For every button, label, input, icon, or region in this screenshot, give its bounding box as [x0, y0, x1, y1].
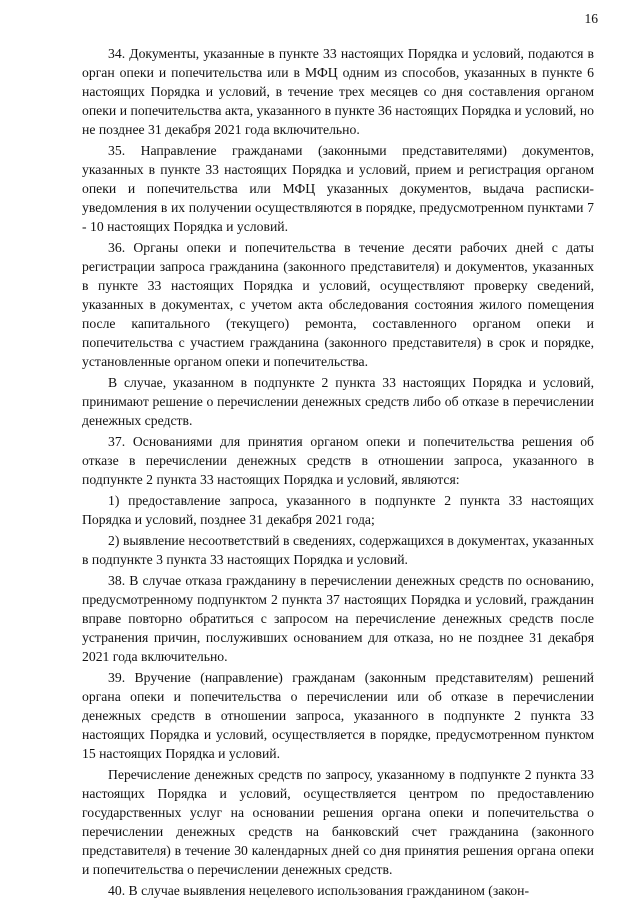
- paragraph-38: 38. В случае отказа гражданину в перечислении денежных средств по основанию, предусмотренному подпунктом 2 пункта 37 настоящих Порядка и условий, гражданин вправе повторно обратиться с запросом на перечисление денежных средств после устранения причин, послуживших основанием для отказа, но не позднее 31 декабря 2021 года включительно.: [82, 573, 594, 664]
- paragraph-39: 39. Вручение (направление) гражданам (законным представителям) решений органа опеки и попечительства о перечислении или об отказе в перечислении денежных средств в отношении запроса, указанного в подпункте 2 пункта 33 настоящих Порядка и условий, осуществляется в порядке, предусмотренном пунктом 15 настоящих Порядка и условий.: [82, 670, 594, 761]
- paragraph-37: 37. Основаниями для принятия органом опеки и попечительства решения об отказе в перечислении денежных средств в отношении запроса, указанного в подпункте 2 пункта 33 настоящих Порядка и условий, являются:: [82, 434, 594, 487]
- document-body: [82, 44, 594, 902]
- page-number: 16: [584, 11, 598, 26]
- paragraph-39-continuation: Перечисление денежных средств по запросу, указанному в подпункте 2 пункта 33 настоящих Порядка и условий, осуществляется центром по предоставлению государственных услуг на основании решения органа опеки и попечительства о перечислении денежных средств на банковский счет гражданина (законного представителя) в течение 30 календарных дней со дня принятия решения органа опеки и попечительства о перечислении денежных средств.: [82, 767, 594, 877]
- paragraph-37-item-2: 2) выявление несоответствий в сведениях, содержащихся в документах, указанных в подпункте 3 пункта 33 настоящих Порядка и условий.: [82, 533, 594, 567]
- paragraph-36-continuation: В случае, указанном в подпункте 2 пункта 33 настоящих Порядка и условий, принимают решение о перечислении денежных средств либо об отказе в перечислении денежных средств.: [82, 375, 594, 428]
- paragraph-36: 36. Органы опеки и попечительства в течение десяти рабочих дней с даты регистрации запроса гражданина (законного представителя) и документов, указанных в пункте 33 настоящих Порядка и условий, осуществляют проверку сведений, указанных в документах, с учетом акта обследования состояния жилого помещения после капитального (текущего) ремонта, составленного органом опеки и попечительства с участием гражданина (законного представителя) в срок и порядке, установленные органом опеки и попечительства.: [82, 240, 594, 369]
- paragraph-37-item-1: 1) предоставление запроса, указанного в подпункте 2 пункта 33 настоящих Порядка и условий, позднее 31 декабря 2021 года;: [82, 493, 594, 527]
- paragraph-35: 35. Направление гражданами (законными представителями) документов, указанных в пункте 33 настоящих Порядка и условий, прием и регистрация органом опеки и попечительства или МФЦ указанных документов, выдача расписки-уведомления в их получении осуществляются в порядке, предусмотренном пунктами 7 - 10 настоящих Порядка и условий.: [82, 143, 594, 234]
- paragraph-40: 40. В случае выявления нецелевого использования гражданином (закон-: [108, 883, 530, 898]
- paragraph-34: 34. Документы, указанные в пункте 33 настоящих Порядка и условий, подаются в орган опеки и попечительства или в МФЦ одним из способов, указанных в пункте 6 настоящих Порядка и условий, в течение трех месяцев со дня составления органом опеки и попечительства акта, указанного в пункте 36 настоящих Порядка и условий, но не позднее 31 декабря 2021 года включительно.: [82, 46, 594, 137]
